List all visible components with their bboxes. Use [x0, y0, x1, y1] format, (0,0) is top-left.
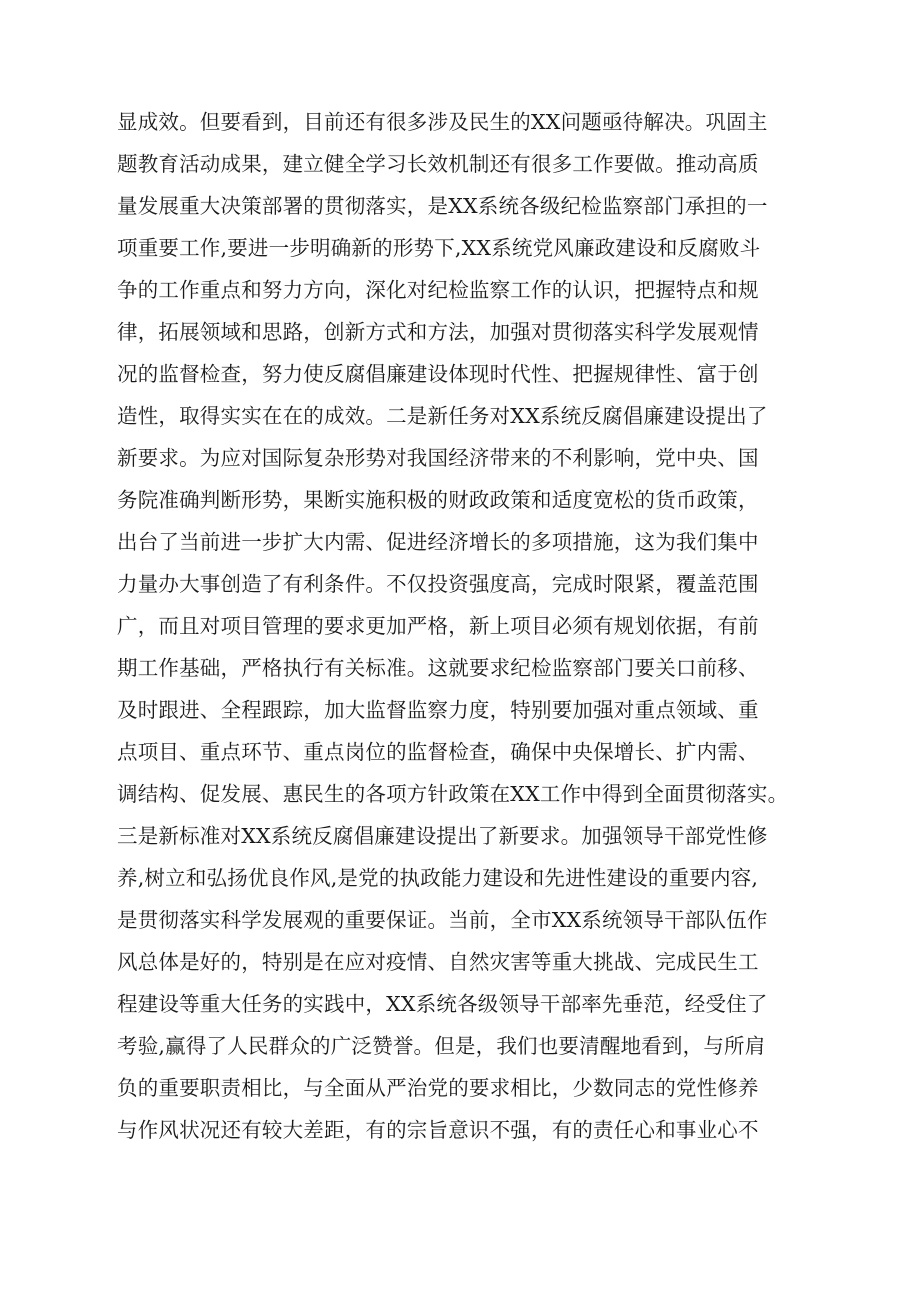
- text-line: 程建设等重大任务的实践中，XX系统各级领导干部率先垂范，经受住了: [117, 992, 768, 1016]
- text-line: 项重要工作,要进一步明确新的形势下,XX系统党风廉政建设和反腐败斗: [117, 236, 761, 260]
- text-line: 期工作基础，严格执行有关标准。这就要求纪检监察部门要关口前移、: [117, 656, 759, 680]
- text-line: 广，而且对项目管理的要求更加严格，新上项目必须有规划依据，有前: [117, 614, 759, 638]
- text-line: 显成效。但要看到，目前还有很多涉及民生的XX问题亟待解决。巩固主: [117, 110, 768, 134]
- text-line: 况的监督检查，努力使反腐倡廉建设体现时代性、把握规律性、富于创: [117, 362, 759, 386]
- text-line: 调结构、促发展、惠民生的各项方针政策在XX工作中得到全面贯彻落实。: [117, 782, 789, 806]
- text-line: 新要求。为应对国际复杂形势对我国经济带来的不利影响，党中央、国: [117, 446, 759, 470]
- text-line: 力量办大事创造了有利条件。不仅投资强度高，完成时限紧，覆盖范围: [117, 572, 759, 596]
- text-line: 考验,赢得了人民群众的广泛赞誉。但是，我们也要清醒地看到，与所肩: [117, 1034, 766, 1058]
- body-text: [117, 101, 862, 1151]
- text-line: 造性，取得实实在在的成效。二是新任务对XX系统反腐倡廉建设提出了: [117, 404, 768, 428]
- text-line: 出台了当前进一步扩大内需、促进经济增长的多项措施，这为我们集中: [117, 530, 759, 554]
- text-line: 点项目、重点环节、重点岗位的监督检查，确保中央保增长、扩内需、: [117, 740, 759, 764]
- text-line: 题教育活动成果，建立健全学习长效机制还有很多工作要做。推动高质: [117, 152, 759, 176]
- text-line: 争的工作重点和努力方向，深化对纪检监察工作的认识，把握特点和规: [117, 278, 759, 302]
- text-line: 养,树立和弘扬优良作风,是党的执政能力建设和先进性建设的重要内容,: [117, 866, 759, 890]
- text-line: 量发展重大决策部署的贯彻落实，是XX系统各级纪检监察部门承担的一: [117, 194, 768, 218]
- text-line: 负的重要职责相比，与全面从严治党的要求相比，少数同志的党性修养: [117, 1076, 759, 1100]
- text-line: 律，拓展领域和思路，创新方式和方法，加强对贯彻落实科学发展观情: [117, 320, 759, 344]
- text-line: 三是新标准对XX系统反腐倡廉建设提出了新要求。加强领导干部党性修: [117, 824, 768, 848]
- text-line: 风总体是好的，特别是在应对疫情、自然灾害等重大挑战、完成民生工: [117, 950, 759, 974]
- text-line: 是贯彻落实科学发展观的重要保证。当前，全市XX系统领导干部队伍作: [117, 908, 768, 932]
- text-line: 务院准确判断形势，果断实施积极的财政政策和适度宽松的货币政策，: [117, 488, 759, 512]
- text-line: 与作风状况还有较大差距，有的宗旨意识不强，有的责任心和事业心不: [117, 1118, 759, 1142]
- text-line: 及时跟进、全程跟踪，加大监督监察力度，特别要加强对重点领域、重: [117, 698, 759, 722]
